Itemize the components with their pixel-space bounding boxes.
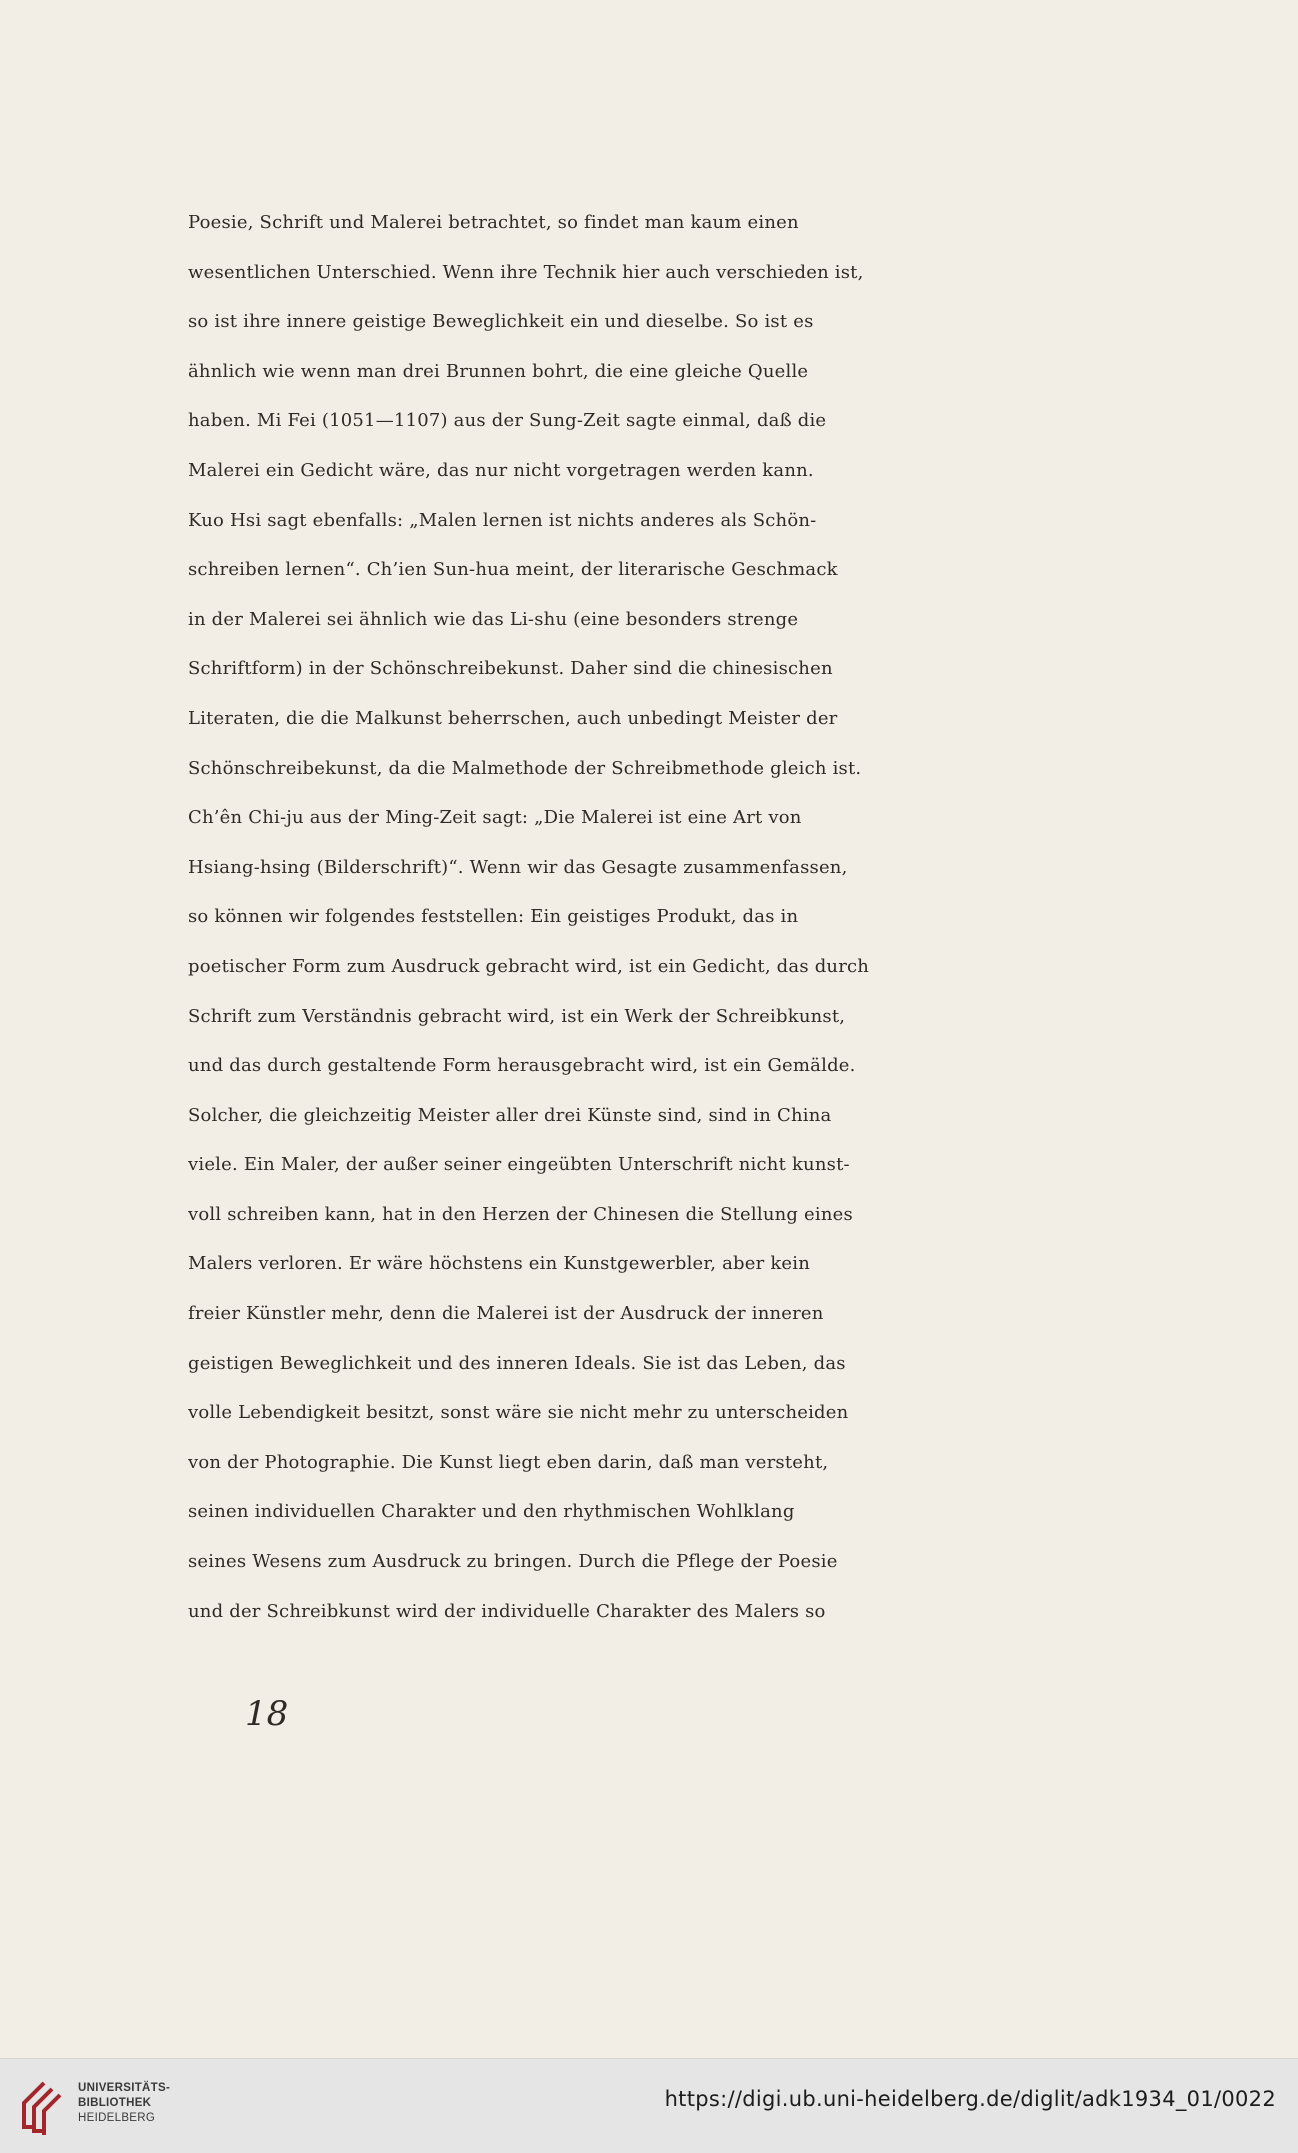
text-line: voll schreiben kann, hat in den Herzen der Chinesen die Stellung eines bbox=[188, 1203, 853, 1225]
text-line: Hsiang-hsing (Bilderschrift)“. Wenn wir das Gesagte zusammenfassen, bbox=[188, 856, 848, 878]
text-line: in der Malerei sei ähnlich wie das Li-shu (eine besonders strenge bbox=[188, 608, 799, 630]
permalink-url[interactable]: https://digi.ub.uni-heidelberg.de/diglit/adk1934_01/0022 bbox=[664, 2087, 1276, 2111]
text-line: geistigen Beweglichkeit und des inneren Ideals. Sie ist das Leben, das bbox=[188, 1352, 846, 1374]
text-line: so können wir folgendes feststellen: Ein geistiges Produkt, das in bbox=[188, 906, 799, 928]
text-line: Solcher, die gleichzeitig Meister aller drei Künste sind, sind in China bbox=[188, 1104, 832, 1126]
library-name: UNIVERSITÄTS- BIBLIOTHEK HEIDELBERG bbox=[78, 2082, 171, 2124]
text-line: seinen individuellen Charakter und den rhythmischen Wohlklang bbox=[188, 1501, 795, 1523]
text-line: und das durch gestaltende Form herausgebracht wird, ist ein Gemälde. bbox=[188, 1055, 856, 1077]
body-text bbox=[188, 198, 1128, 1636]
page-number: 18 bbox=[245, 1694, 289, 1734]
text-line: viele. Ein Maler, der außer seiner eingeübten Unterschrift nicht kunst- bbox=[188, 1154, 850, 1176]
text-line: volle Lebendigkeit besitzt, sonst wäre sie nicht mehr zu unterscheiden bbox=[188, 1402, 849, 1424]
text-line: Kuo Hsi sagt ebenfalls: „Malen lernen ist nichts anderes als Schön- bbox=[188, 509, 817, 531]
text-line: Schönschreibekunst, da die Malmethode der Schreibmethode gleich ist. bbox=[188, 757, 862, 779]
viewer-footer bbox=[0, 2058, 1298, 2153]
university-library-logo-icon bbox=[14, 2079, 72, 2137]
text-line: Malerei ein Gedicht wäre, das nur nicht vorgetragen werden kann. bbox=[188, 459, 814, 481]
text-line: seines Wesens zum Ausdruck zu bringen. Durch die Pflege der Poesie bbox=[188, 1551, 838, 1573]
text-line: wesentlichen Unterschied. Wenn ihre Technik hier auch verschieden ist, bbox=[188, 261, 864, 283]
text-line: poetischer Form zum Ausdruck gebracht wird, ist ein Gedicht, das durch bbox=[188, 955, 870, 977]
text-line: Schrift zum Verständnis gebracht wird, ist ein Werk der Schreibkunst, bbox=[188, 1005, 846, 1027]
text-line: Poesie, Schrift und Malerei betrachtet, so findet man kaum einen bbox=[188, 212, 799, 233]
text-line: und der Schreibkunst wird der individuelle Charakter des Malers so bbox=[188, 1600, 826, 1622]
text-line: ähnlich wie wenn man drei Brunnen bohrt, die eine gleiche Quelle bbox=[188, 360, 809, 382]
text-line: Malers verloren. Er wäre höchstens ein Kunstgewerbler, aber kein bbox=[188, 1253, 811, 1275]
text-line: Literaten, die die Malkunst beherrschen, auch unbedingt Meister der bbox=[188, 707, 838, 729]
text-line: Schriftform) in der Schönschreibekunst. Daher sind die chinesischen bbox=[188, 658, 833, 680]
text-line: freier Künstler mehr, denn die Malerei ist der Ausdruck der inneren bbox=[188, 1303, 824, 1325]
text-line: so ist ihre innere geistige Beweglichkeit ein und dieselbe. So ist es bbox=[188, 311, 814, 333]
text-line: haben. Mi Fei (1051—1107) aus der Sung-Zeit sagte einmal, daß die bbox=[188, 410, 827, 432]
text-line: von der Photographie. Die Kunst liegt eben darin, daß man versteht, bbox=[188, 1451, 829, 1473]
text-line: schreiben lernen“. Ch’ien Sun-hua meint, der literarische Geschmack bbox=[188, 559, 838, 581]
text-line: Ch’ên Chi-ju aus der Ming-Zeit sagt: „Die Malerei ist eine Art von bbox=[188, 807, 802, 829]
